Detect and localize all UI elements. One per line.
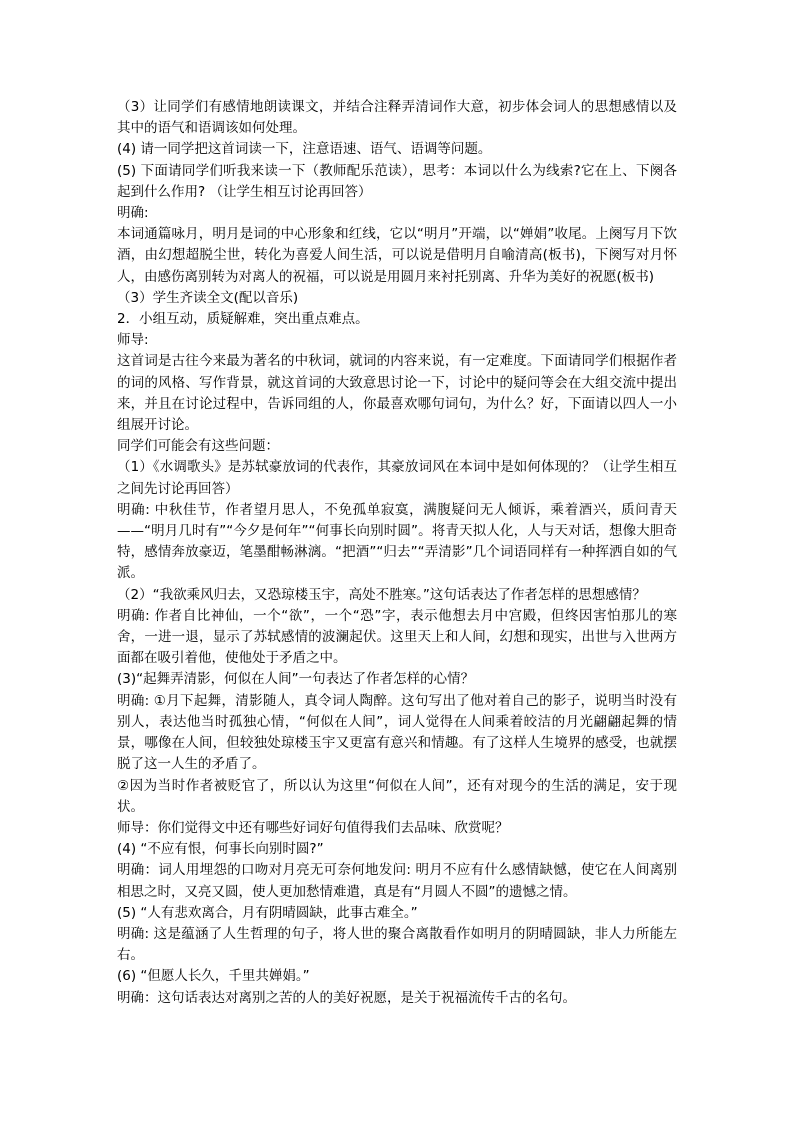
- answer-3-part-2: ②因为当时作者被贬官了，所以认为这里“何似在人间”，还有对现今的生活的满足，安于现状。: [117, 777, 677, 815]
- answer-4: 明确：词人用埋怨的口吻对月亮无可奈何地发问: 明月不应有什么感情缺憾，使它在人间离别相思之时，又亮又圆，使人更加愁情难遣，真是有“月圆人不圆”的遗憾之情。: [117, 862, 677, 900]
- paragraph-discussion-guide: 这首词是古往今来最为著名的中秋词，就词的内容来说，有一定难度。下面请同学们根据作者的词的风格、写作背景，就这首词的大致意思讨论一下，讨论中的疑问等会在大组交流中提出来，并且在讨论过程中，告诉同组的人，你最喜欢哪句词句，为什么？好，下面请以四人一小组展开讨论。: [117, 353, 677, 434]
- question-3: (3)“起舞弄清影，何似在人间”一句表达了作者怎样的心情？: [117, 671, 475, 688]
- answer-6: 明确：这句话表达对离别之苦的人的美好祝愿，是关于祝福流传千古的名句。: [117, 989, 576, 1006]
- question-4: (4) “不应有恨，何事长向别时圆?”: [117, 841, 324, 858]
- answer-2: 明确: 作者自比神仙，一个“欲”，一个“恐”字，表示他想去月中宫殿，但终因害怕那儿的寒舍，一进一退，显示了苏轼感情的波澜起伏。这里天上和人间，幻想和现实，出世与入世两方面都在吸引着他，使他处于矛盾之中。: [117, 607, 677, 667]
- paragraph-student-reads: (4) 请一同学把这首词读一下，注意语速、语气、语调等问题。: [117, 141, 492, 158]
- paragraph-read-together: （3）学生齐读全文(配以音乐): [117, 289, 299, 306]
- paragraph-possible-questions: 同学们可能会有这些问题：: [117, 438, 279, 455]
- question-1: （1）《水调歌头》是苏轼豪放词的代表作，其豪放词风在本词中是如何体现的？（让学生相互之间先讨论再回答）: [117, 459, 677, 497]
- answer-5: 明确: 这是蕴涵了人生哲理的句子，将人世的聚合离散看作如明月的阴晴圆缺，非人力所能左右。: [117, 925, 677, 964]
- document-page: [117, 97, 677, 1009]
- paragraph-read-aloud-emotion: （3）让同学们有感情地朗读课文，并结合注释弄清词作大意，初步体会词人的思想感情以及其中的语气和语调该如何处理。: [117, 99, 677, 137]
- question-2: （2）“我欲乘风归去，又恐琼楼玉宇，高处不胜寒。”这句话表达了作者怎样的思想感情？: [117, 586, 646, 603]
- answer-3-part-1: 明确: ①月下起舞，清影随人，真令词人陶醉。这句写出了他对着自己的影子，说明当时没有别人，表达他当时孤独心情，“何似在人间”，词人觉得在人间乘着皎洁的月光翩翩起舞的情景，哪像在人间，但较独处琼楼玉宇又更富有意兴和情趣。有了这样人生境界的感受，也就摆脱了这一人生的矛盾了。: [117, 692, 677, 773]
- section-heading-group-interaction: 2．小组互动，质疑解难，突出重点难点。: [117, 311, 369, 328]
- paragraph-teacher-reads: (5) 下面请同学们听我来读一下（教师配乐范读），思考：本词以什么为线索?它在上、下阕各起到什么作用? （让学生相互讨论再回答）: [117, 162, 677, 200]
- question-5: (5) “人有悲欢离合，月有阴晴圆缺，此事古难全。”: [117, 904, 418, 921]
- question-6: (6) “但愿人长久，千里共婵娟。”: [117, 968, 310, 985]
- paragraph-moon-clue-answer: 本词通篇咏月，明月是词的中心形象和红线，它以“明月”开端，以“婵娟”收尾。上阕写月下饮酒，由幻想超脱尘世，转化为喜爱人间生活，可以说是借明月自喻清高(板书)，下阕写对月怀人，由感伤离别转为对离人的祝福，可以说是用圆月来衬托别离、升华为美好的祝愿(板书): [117, 226, 677, 285]
- label-teacher-guide: 师导:: [117, 332, 149, 349]
- label-answer: 明确:: [117, 205, 149, 222]
- paragraph-teacher-guide-appreciation: 师导：你们觉得文中还有哪些好词好句值得我们去品味、欣赏呢？: [117, 819, 509, 836]
- answer-1: 明确: 中秋佳节，作者望月思人，不免孤单寂寞，满腹疑问无人倾诉，乘着酒兴，质问青天——“明月几时有”“今夕是何年”“何事长向别时圆”。将青天拟人化，人与天对话，想像大胆奇特，感情奔放豪迈，笔墨酣畅淋漓。“把酒”“归去”“弄清影”几个词语同样有一种挥洒自如的气派。: [117, 501, 677, 582]
